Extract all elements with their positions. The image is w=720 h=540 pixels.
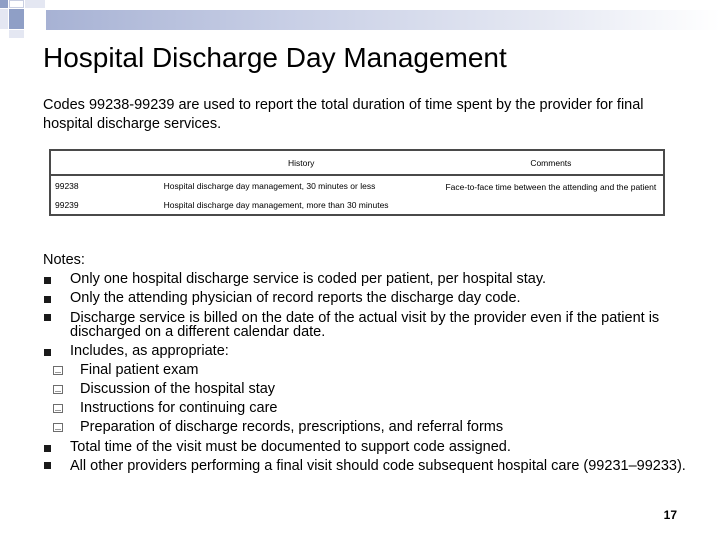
header-decoration-square [0,9,8,29]
sub-item-text: Preparation of discharge records, prescriptions, and referral forms [80,419,504,436]
notes-list [43,270,708,473]
square-bullet-icon [44,445,51,452]
page-number: 17 [663,508,677,522]
note-text: Includes, as appropriate: [70,342,229,359]
intro-text: Codes 99238-99239 are used to report the total duration of time spent by the provider for final hospital discharge services. [43,97,644,132]
comment-cell: Face-to-face time between the attending and the patient [445,182,657,192]
list-item [43,438,708,457]
notes-heading: Notes: [43,252,85,268]
hollow-square-bullet-icon [53,423,63,432]
header-decoration-square [9,0,24,8]
header-comments: Comments [439,150,664,175]
square-bullet-icon [44,349,51,356]
list-item [43,289,708,308]
square-bullet-icon [44,296,51,303]
list-item [43,342,708,438]
sub-list-item [43,361,708,380]
note-text: Discharge service is billed on the date of the actual visit by the provider even if the patient is discharged on a different calendar date. [70,309,660,340]
header-decoration-square [9,9,24,29]
hollow-square-bullet-icon [53,366,63,375]
hollow-square-bullet-icon [53,385,63,394]
note-text: Total time of the visit must be documented to support code assigned. [70,438,511,455]
list-item [43,270,708,289]
header-code [50,150,160,175]
notes-section [43,251,708,473]
note-text: Only the attending physician of record reports the discharge day code. [70,290,521,307]
header-decoration-square [25,0,45,8]
sub-item-text: Instructions for continuing care [80,400,278,417]
list-item [43,309,708,342]
note-text: Only one hospital discharge service is coded per patient, per hospital stay. [70,271,547,288]
note-text: All other providers performing a final visit should code subsequent hospital care (99231–99233). [70,457,686,474]
hollow-square-bullet-icon [53,404,63,413]
sub-item-text: Final patient exam [80,361,199,378]
description-cell: Hospital discharge day management, more than 30 minutes [163,199,389,210]
codes-table [49,149,665,216]
sub-item-text: Discussion of the hospital stay [80,381,276,398]
square-bullet-icon [44,462,51,469]
description-cell: Hospital discharge day management, 30 minutes or less [163,180,376,191]
table-row [50,175,664,195]
square-bullet-icon [44,314,51,321]
header-decoration-square [9,30,24,38]
code-cell: 99239 [55,199,79,210]
sub-list-item [43,399,708,418]
table-header-row [50,150,664,175]
sub-list-item [43,418,708,437]
slide-title: Hospital Discharge Day Management [43,42,507,73]
square-bullet-icon [44,277,51,284]
header-decoration-square [25,9,45,29]
code-cell: 99238 [55,180,79,191]
sub-list [43,361,708,438]
header-gradient-bar [46,10,720,30]
header-decoration-square [0,0,8,8]
sub-list-item [43,380,708,399]
list-item [43,457,708,473]
header-history: History [160,150,439,175]
